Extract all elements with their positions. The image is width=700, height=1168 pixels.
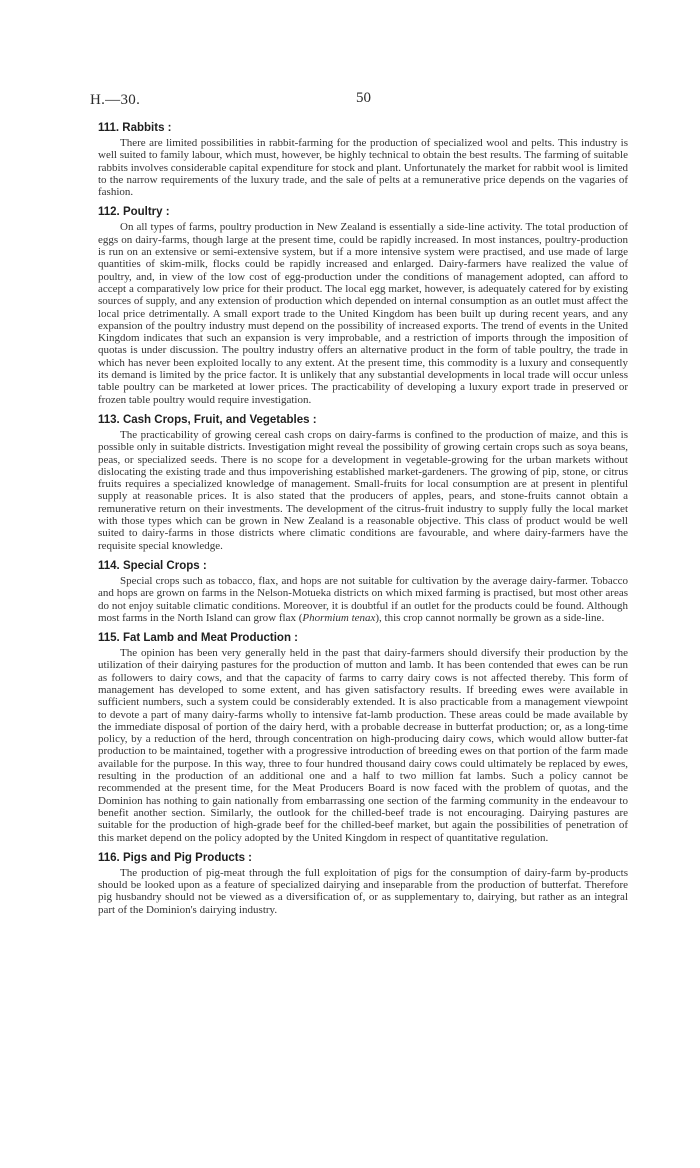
paragraph-text: ), this crop cannot normally be grown as a side-line. bbox=[375, 611, 605, 624]
section-pigs bbox=[98, 852, 628, 916]
section-heading: 116. Pigs and Pig Products : bbox=[98, 851, 253, 864]
species-name: Phormium tenax bbox=[302, 611, 376, 624]
section-heading: 113. Cash Crops, Fruit, and Vegetables : bbox=[98, 413, 317, 426]
section-heading: 111. Rabbits : bbox=[98, 122, 172, 134]
document-reference: H.—30. bbox=[90, 92, 141, 108]
section-heading: 115. Fat Lamb and Meat Production : bbox=[98, 632, 299, 645]
section-fat-lamb bbox=[98, 632, 628, 844]
section-paragraph: There are limited possibilities in rabbit-farming for the production of specialized wool and pelts. This industry is well suited to family labour, which must, however, be highly technical to obtain the best results. The farming of suitable rabbits involves considerable capital expenditure for stock and plant. Unfortunately the market for rabbit wool is limited to the narrow requirements of the luxury trade, and the sale of pelts at a remunerative price depends on the vagaries of fashion. bbox=[98, 137, 628, 199]
section-paragraph: The opinion has been very generally held in the past that dairy-farmers should diversify their production by the utilization of their dairying pastures for the production of mutton and lamb. It has been contended that ewes can be run as followers to dairy cows, and that the capacity of farms to carry dairy cows is not affected thereby. This form of management has developed to some extent, and has given satisfactory results. If breeding ewes were available in sufficient numbers, such a system could be considerably extended. It is also practicable from a management viewpoint to devote a part of many dairy-farms wholly to intensive fat-lamb production. These areas could be made available by the immediate disposal of portion of the dairy herd, with a probable decrease in butterfat production; or, as a long-time policy, by a reduction of the herd, through concentration on high-producing dairy cows, which would allow butter-fat production to be maintained, together with a progressive introduction of breeding ewes on that portion of the farm made available for the purpose. In this way, three to four hundred thousand dairy cows could ultimately be replaced by ewes, resulting in the production of an additional one and a half to two million fat lambs. Such a policy cannot be recommended at the present time, for the Meat Producers Board is now faced with the problem of quotas, and the Dominion has nothing to gain nationally from embarrassing one section of the farming community in the endeavour to benefit another section. Similarly, the outlook for the chilled-beef trade is not encouraging. Dairying pastures are suitable for the production of high-grade beef for the chilled-beef market, but again the possibilities of penetration of this market depend on the policy adopted by the United Kingdom in respect of quantitative regulation. bbox=[98, 647, 628, 844]
section-cash-crops bbox=[98, 414, 628, 552]
section-poultry bbox=[98, 206, 628, 405]
section-heading: 112. Poultry : bbox=[98, 206, 170, 219]
section-special-crops bbox=[98, 560, 628, 624]
page-number: 50 bbox=[356, 90, 371, 106]
section-paragraph: The production of pig-meat through the full exploitation of pigs for the consumption of dairy-farm by-products should be looked upon as a feature of specialized dairying and inseparable from the production of butterfat. Therefore pig husbandry should not be viewed as a diversification of, or as supplementary to, dairying, but rather as an integral part of the Dominion's dairying industry. bbox=[98, 866, 628, 916]
section-paragraph: On all types of farms, poultry production in New Zealand is essentially a side-line activity. The total production of eggs on dairy-farms, though large at the present time, could be rapidly increased. In most instances, poultry-production is run on an extensive or semi-extensive system, but if a more intensive system were practised, and use made of large quantities of skim-milk, flocks could be rapidly increased and enlarged. Dairy-farmers have realized the value of poultry, and, in view of the low cost of egg-production under the conditions of management adopted, can afford to accept a comparatively low price for their product. The local egg market, however, is adequately catered for by existing sources of supply, and any extension of production which depended on internal consumption as an outlet must affect the local price detrimentally. A small export trade to the United Kingdom has been built up during recent years, and any expansion of the poultry industry must depend on the possibility of increased exports. The trend of events in the United Kingdom indicates that such an expansion is very improbable, and a restriction of imports through the imposition of quotas is under discussion. The poultry industry offers an alternative product in the form of table poultry, the trade in which has never been exploited locally to any extent. At the present time, this commodity is a luxury and consequently its demand is limited by the price factor. It is unlikely that any substantial developments in local trade will occur unless table poultry can be marketed at lower prices. The practicability of developing a luxury export trade in preserved or frozen table poultry would require investigation. bbox=[98, 221, 628, 406]
section-paragraph bbox=[98, 575, 628, 624]
section-heading: 114. Special Crops : bbox=[98, 559, 207, 572]
paragraph-text: Special crops such as tobacco, flax, and hops are not suitable for cultivation by the average dairy-farmer. Tobacco and hops are grown on farms in the Nelson-Motueka districts on which mixed farming is practised, but most other areas do not enjoy suitable climatic conditions. Moreover, it is doubtful if an outlet for the products could be found. Although most farms in the North Island can grow flax ( bbox=[98, 574, 628, 624]
page-body bbox=[98, 122, 628, 924]
section-paragraph: The practicability of growing cereal cash crops on dairy-farms is confined to the production of maize, and this is possible only in suitable districts. Investigation might reveal the possibility of growing certain crops such as soya beans, peas, or specialized seeds. There is no scope for a development in vegetable-growing for the urban markets without dislocating the existing trade and thus impoverishing established market-gardeners. The growing of pip, stone, or citrus fruits requires a specialized knowledge of management. Small-fruits for local consumption are at present in plentiful supply at reasonable prices. It is also stated that the producers of apples, pears, and stone-fruits cannot obtain a remunerative return on their investments. The development of the citrus-fruit industry to supply fully the local market with those types which can be grown in New Zealand is a reasonable objective. This class of product would be well suited to dairy-farms in those districts where climatic conditions are favourable, and where dairy-farmers have the requisite special knowledge. bbox=[98, 428, 628, 552]
section-rabbits bbox=[98, 122, 628, 198]
